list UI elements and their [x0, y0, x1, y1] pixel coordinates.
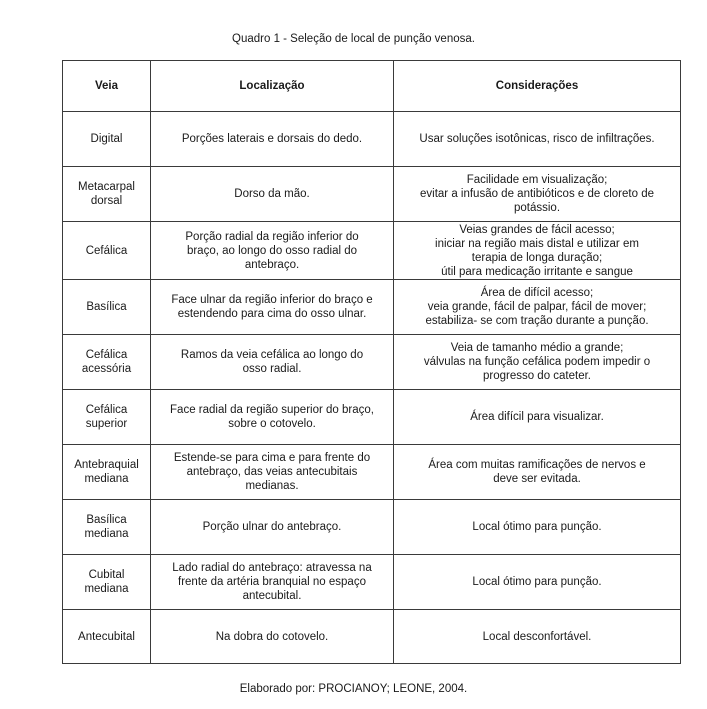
cell-veia — [63, 390, 151, 445]
cell-text-line: Basílica — [86, 514, 127, 526]
table-row — [63, 335, 681, 390]
cell-localizacao — [151, 335, 394, 390]
cell-consideracoes — [394, 222, 681, 280]
cell-consideracoes — [394, 610, 681, 664]
cell-text-line: mediana — [84, 528, 129, 540]
table-row — [63, 500, 681, 555]
cell-text-line: progresso do cateter. — [482, 370, 592, 382]
cell-text-line: estabiliza- se com tração durante a punção. — [425, 315, 649, 327]
cell-text-line: Usar soluções isotônicas, risco de infiltrações. — [419, 133, 655, 145]
cell-text-line: frente da artéria branquial no espaço — [178, 576, 366, 588]
cell-text-line: terapia de longa duração; — [471, 251, 603, 264]
cell-text-line: Lado radial do antebraço: atravessa na — [172, 562, 372, 574]
cell-text-line: Veias grandes de fácil acesso; — [459, 223, 615, 236]
cell-localizacao — [151, 610, 394, 664]
cell-text-line: Face ulnar da região inferior do braço e — [171, 294, 373, 306]
cell-localizacao — [151, 500, 394, 555]
cell-text-line: Porção radial da região inferior do — [185, 230, 359, 243]
cell-text-line: superior — [85, 418, 128, 430]
cell-veia — [63, 222, 151, 280]
cell-text-line: veia grande, fácil de palpar, fácil de mover; — [427, 301, 647, 313]
cell-text-line: Porções laterais e dorsais do dedo. — [181, 133, 363, 145]
cell-text-line: Cubital — [88, 569, 125, 581]
cell-localizacao — [151, 222, 394, 280]
header-localizacao: Localização — [151, 61, 394, 112]
cell-text-line: Local ótimo para punção. — [472, 576, 602, 588]
source-note: Elaborado por: PROCIANOY; LEONE, 2004. — [239, 683, 468, 695]
cell-text-line: osso radial. — [242, 363, 302, 375]
cell-veia — [63, 335, 151, 390]
cell-veia — [63, 280, 151, 335]
cell-text-line: útil para medicação irritante e sangue — [441, 265, 633, 278]
cell-text-line: Área de difícil acesso; — [480, 287, 594, 299]
table-row — [63, 610, 681, 664]
table-row — [63, 222, 681, 280]
cell-text-line: Na dobra do cotovelo. — [215, 630, 329, 643]
cell-text-line: Área com muitas ramificações de nervos e — [428, 459, 646, 471]
cell-text-line: Basílica — [86, 301, 127, 313]
cell-text-line: Cefálica — [85, 404, 128, 416]
cell-text-line: Ramos da veia cefálica ao longo do — [180, 349, 364, 361]
cell-veia — [63, 500, 151, 555]
cell-text-line: Antebraquial — [74, 459, 139, 471]
cell-consideracoes — [394, 390, 681, 445]
cell-consideracoes — [394, 555, 681, 610]
cell-text-line: Local desconfortável. — [482, 630, 592, 643]
table-row — [63, 555, 681, 610]
cell-veia — [63, 555, 151, 610]
table-row — [63, 280, 681, 335]
cell-text-line: Local ótimo para punção. — [472, 521, 602, 533]
cell-text-line: mediana — [84, 473, 129, 485]
cell-text-line: Face radial da região superior do braço, — [170, 404, 374, 416]
cell-consideracoes — [394, 500, 681, 555]
cell-text-line: Estende-se para cima e para frente do — [173, 452, 371, 464]
cell-text-line: antecubital. — [242, 590, 302, 602]
cell-text-line: Porção ulnar do antebraço. — [202, 521, 342, 533]
cell-veia — [63, 610, 151, 664]
cell-text-line: Área difícil para visualizar. — [470, 411, 604, 423]
cell-text-line: braço, ao longo do osso radial do — [186, 244, 358, 257]
cell-text-line: Cefálica — [85, 244, 128, 257]
cell-text-line: acessória — [81, 363, 132, 375]
cell-localizacao — [151, 390, 394, 445]
cell-localizacao — [151, 555, 394, 610]
cell-text-line: Facilidade em visualização; — [466, 174, 608, 186]
cell-text-line: Metacarpal — [78, 181, 135, 193]
header-veia: Veia — [63, 61, 151, 112]
table-row — [63, 167, 681, 222]
cell-veia — [63, 445, 151, 500]
cell-text-line: Veia de tamanho médio a grande; — [450, 342, 624, 354]
table-header-row — [63, 61, 681, 112]
cell-text-line: potássio. — [513, 202, 561, 214]
cell-text-line: antebraço, das veias antecubitais — [186, 466, 358, 478]
cell-consideracoes — [394, 112, 681, 167]
table-body — [63, 112, 681, 664]
table-row — [63, 390, 681, 445]
cell-veia — [63, 167, 151, 222]
cell-veia — [63, 112, 151, 167]
cell-text-line: sobre o cotovelo. — [228, 418, 316, 430]
cell-localizacao — [151, 280, 394, 335]
cell-text-line: deve ser evitada. — [493, 473, 581, 485]
venipuncture-site-table — [62, 60, 681, 664]
cell-text-line: Dorso da mão. — [234, 188, 310, 200]
cell-text-line: válvulas na função cefálica podem impedir o — [423, 356, 651, 368]
cell-text-line: estendendo para cima do osso ulnar. — [177, 308, 367, 320]
cell-text-line: antebraço. — [244, 258, 300, 271]
cell-text-line: mediana — [84, 583, 129, 595]
cell-consideracoes — [394, 280, 681, 335]
cell-consideracoes — [394, 445, 681, 500]
cell-consideracoes — [394, 335, 681, 390]
table-row — [63, 112, 681, 167]
cell-localizacao — [151, 445, 394, 500]
table-caption: Quadro 1 - Seleção de local de punção venosa. — [232, 33, 475, 45]
cell-text-line: medianas. — [245, 480, 299, 492]
cell-text-line: dorsal — [90, 195, 123, 207]
cell-text-line: evitar a infusão de antibióticos e de cloreto de — [420, 188, 654, 200]
header-consideracoes: Considerações — [394, 61, 681, 112]
cell-localizacao — [151, 112, 394, 167]
table-row — [63, 445, 681, 500]
cell-text-line: Cefálica — [85, 349, 128, 361]
cell-text-line: Digital — [90, 133, 123, 145]
cell-text-line: Antecubital — [78, 630, 135, 643]
cell-text-line: iniciar na região mais distal e utilizar em — [435, 237, 639, 250]
cell-localizacao — [151, 167, 394, 222]
cell-consideracoes — [394, 167, 681, 222]
